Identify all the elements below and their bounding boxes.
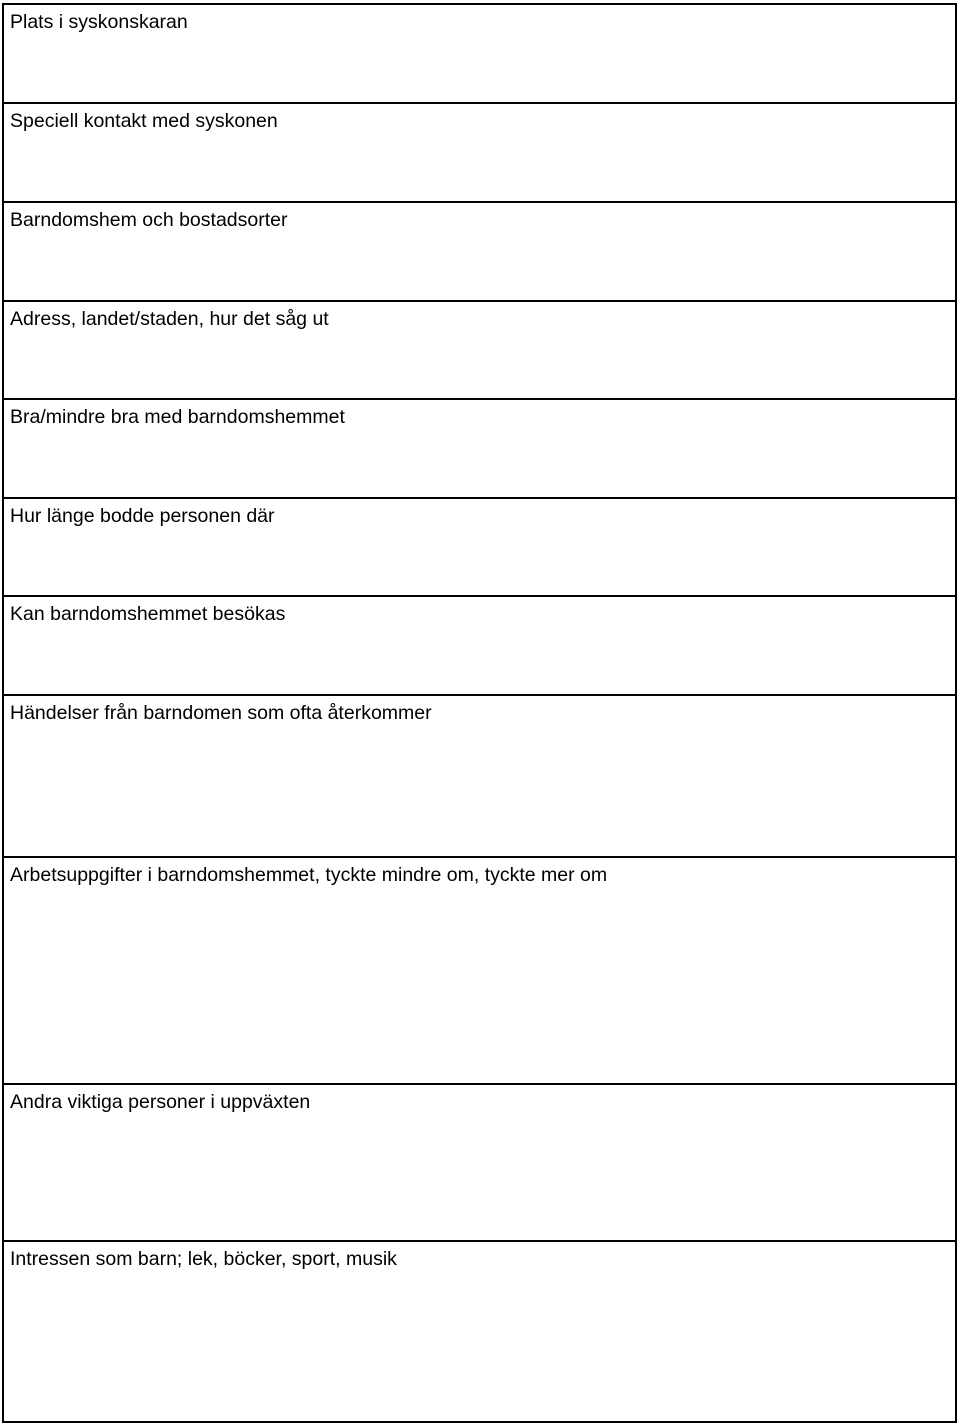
field-label: Barndomshem och bostadsorter — [10, 209, 288, 231]
answer-area[interactable] — [4, 535, 955, 595]
field-label: Intressen som barn; lek, böcker, sport, musik — [10, 1248, 397, 1270]
field-label: Hur länge bodde personen där — [10, 505, 275, 527]
field-label: Händelser från barndomen som ofta återkommer — [10, 702, 432, 724]
answer-area[interactable] — [4, 732, 955, 856]
form-row-sibling-contact — [4, 102, 955, 201]
answer-area[interactable] — [4, 633, 955, 694]
form-row-address — [4, 300, 955, 398]
form-row-interests — [4, 1240, 955, 1421]
form-row-sibling-position — [4, 5, 955, 102]
form-row-can-visit — [4, 595, 955, 694]
field-label: Arbetsuppgifter i barndomshemmet, tyckte mindre om, tyckte mer om — [10, 864, 608, 886]
field-label: Andra viktiga personer i uppväxten — [10, 1091, 311, 1113]
answer-area[interactable] — [4, 1278, 955, 1421]
form-row-recurring-events — [4, 694, 955, 856]
answer-area[interactable] — [4, 436, 955, 497]
form-row-home-good-bad — [4, 398, 955, 497]
field-label: Kan barndomshemmet besökas — [10, 603, 286, 625]
field-label: Adress, landet/staden, hur det såg ut — [10, 308, 329, 330]
field-label: Plats i syskonskaran — [10, 11, 188, 33]
answer-area[interactable] — [4, 338, 955, 398]
form-row-childhood-homes — [4, 201, 955, 300]
form-row-chores — [4, 856, 955, 1083]
answer-area[interactable] — [4, 41, 955, 102]
answer-area[interactable] — [4, 140, 955, 201]
form-table — [2, 3, 957, 1423]
field-label: Speciell kontakt med syskonen — [10, 110, 278, 132]
form-row-important-people — [4, 1083, 955, 1240]
answer-area[interactable] — [4, 239, 955, 300]
field-label: Bra/mindre bra med barndomshemmet — [10, 406, 345, 428]
answer-area[interactable] — [4, 894, 955, 1083]
form-row-duration — [4, 497, 955, 595]
answer-area[interactable] — [4, 1121, 955, 1240]
